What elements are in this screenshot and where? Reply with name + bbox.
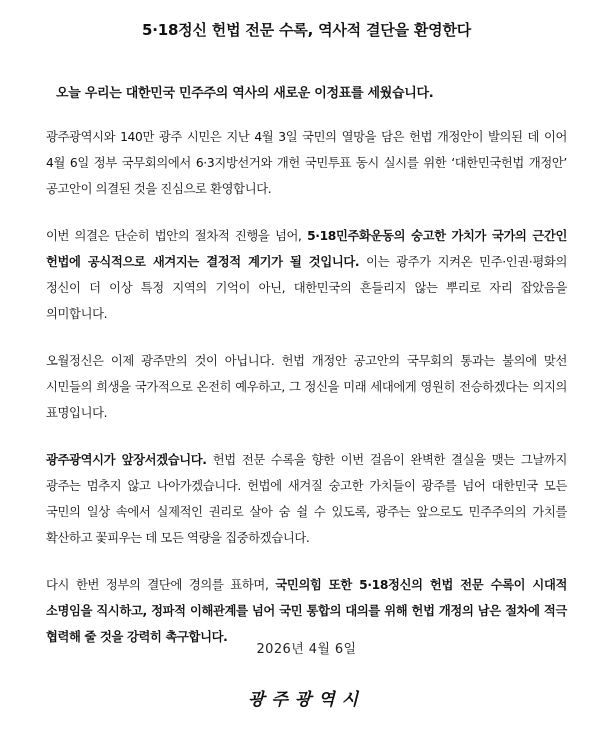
paragraph-2-emphasis: 5·18민주화운동의 숭고한 가치가 국가의 근간인 헌법에 공식적으로 새겨지는 결정적 계기가 될 것입니다. (46, 229, 567, 269)
paragraph-4-rest: 헌법 전문 수록을 향한 이번 걸음이 완벽한 결실을 맺는 그날까지 광주는 멈추지 않고 나아가겠습니다. 헌법에 새겨질 숭고한 가치들이 광주를 넘어 대한민국 모든 국민의 일상 속에서 실제적인 권리로 살아 숨 쉴 수 있도록, 광주는 앞으로도 민주주의의 가치를 확산하고 꽃피우는 데 모든 역량을 집중하겠습니다. (46, 453, 567, 545)
document-title: 5·18정신 헌법 전문 수록, 역사적 결단을 환영한다 (141, 21, 472, 39)
paragraph-2 (46, 223, 567, 327)
paragraph-1: 광주광역시와 140만 광주 시민은 지난 4월 3일 국민의 열망을 담은 헌법 개정안이 발의된 데 이어 4월 6일 정부 국무회의에서 6·3지방선거와 개헌 국민투표 동시 실시를 위한 ‘대한민국헌법 개정안’ 공고안이 의결된 것을 진심으로 환영합니다. (46, 130, 567, 196)
paragraph-4 (46, 447, 567, 551)
paragraph-5-intro: 다시 한번 정부의 결단에 경의를 표하며, (46, 578, 276, 592)
issue-date: 2026년 4월 6일 (256, 642, 357, 657)
issuer-signature: 광주광역시 (247, 690, 366, 710)
paragraph-4-emphasis: 광주광역시가 앞장서겠습니다. (46, 453, 207, 467)
paragraph-2-rest: 이는 광주가 지켜온 민주·인권·평화의 정신이 더 이상 특정 지역의 기억이 아닌, 대한민국의 흔들리지 않는 뿌리로 자리 잡았음을 의미합니다. (46, 255, 567, 321)
paragraph-2-intro: 이번 의결은 단순히 법안의 절차적 진행을 넘어, (46, 229, 308, 243)
paragraph-5-emphasis: 국민의힘 또한 5·18정신의 헌법 전문 수록이 시대적 소명임을 직시하고, 정파적 이해관계를 넘어 국민 통합의 대의를 위해 헌법 개정의 남은 절차에 적극 협력해 줄 것을 강력히 촉구합니다. (46, 578, 568, 644)
lead-sentence: 오늘 우리는 대한민국 민주주의 역사의 새로운 이정표를 세웠습니다. (56, 86, 434, 101)
paragraph-3: 오월정신은 이제 광주만의 것이 아닙니다. 헌법 개정안 공고안의 국무회의 통과는 불의에 맞선 시민들의 희생을 국가적으로 온전히 예우하고, 그 정신을 미래 세대에게 영원히 전승하겠다는 의지의 표명입니다. (46, 354, 567, 420)
